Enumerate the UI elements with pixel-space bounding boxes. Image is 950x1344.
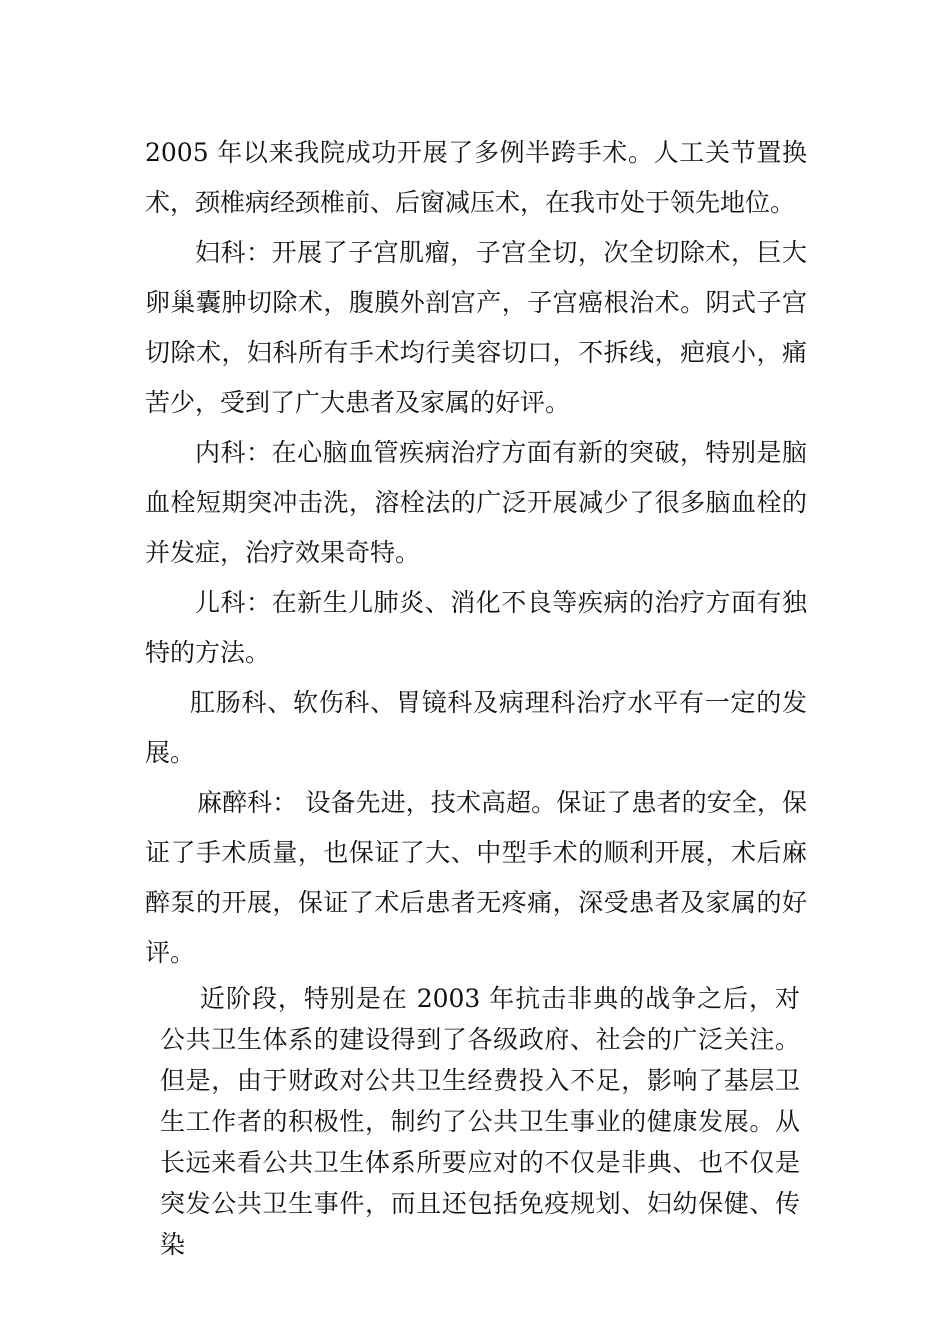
paragraph-pediatrics: 儿科：在新生儿肺炎、消化不良等疾病的治疗方面有独特的方法。 (145, 588, 807, 667)
paragraph-anesthesiology: 麻醉科： 设备先进，技术高超。保证了患者的安全，保证了手术质量，也保证了大、中型手术的顺利开展，术后麻醉泵的开展，保证了术后患者无疼痛，深受患者及家属的好评。 (145, 788, 807, 967)
paragraph-other-departments: 肛肠科、软伤科、胃镜科及病理科治疗水平有一定的发展。 (145, 688, 807, 767)
paragraph-public-health: 近阶段，特别是在 2003 年抗击非典的战争之后，对公共卫生体系的建设得到了各级政府、社会的广泛关注。但是，由于财政对公共卫生经费投入不足，影响了基层卫生工作者的积极性，制约了公共卫生事业的健康发展。从长远来看公共卫生体系所要应对的不仅是非典、也不仅是突发公共卫生事件，而且还包括免疫规划、妇幼保健、传染 (160, 984, 800, 1259)
paragraph-internal-medicine: 内科：在心脑血管疾病治疗方面有新的突破，特别是脑血栓短期突冲击洗，溶栓法的广泛开展减少了很多脑血栓的并发症，治疗效果奇特。 (145, 438, 807, 567)
paragraph-orthopedics: 2005 年以来我院成功开展了多例半跨手术。人工关节置换术，颈椎病经颈椎前、后窗减压术，在我市处于领先地位。 (145, 138, 807, 217)
paragraph-gynecology: 妇科：开展了子宫肌瘤，子宫全切，次全切除术，巨大卵巢囊肿切除术，腹膜外剖宫产，子宫癌根治术。阴式子宫切除术，妇科所有手术均行美容切口，不拆线，疤痕小，痛苦少，受到了广大患者及家属的好评。 (145, 238, 807, 417)
